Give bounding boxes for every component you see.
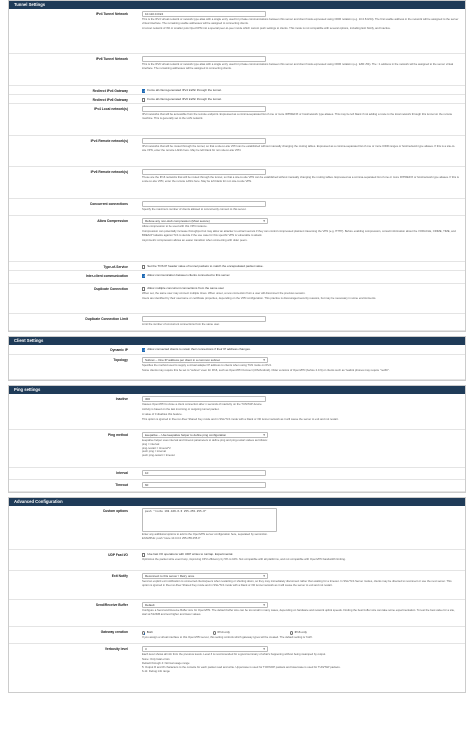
duplicate-row — [9, 284, 465, 314]
help-text: Causes OpenVPN to close a client connection after n seconds of inactivity on the TUN/TAP device. — [142, 402, 263, 406]
help-text: Specify the maximum number of clients allowed to concurrently connect to this server. — [142, 207, 247, 211]
field-label: Type-of-Service — [103, 265, 128, 269]
tos-checkbox[interactable] — [142, 265, 145, 268]
compression-row — [9, 216, 465, 262]
dynamic-ip-checkbox[interactable] — [142, 348, 145, 351]
concurrent-input[interactable] — [142, 201, 266, 207]
panel-title: Advanced Configuration — [9, 498, 465, 506]
inter-client-row — [9, 271, 465, 284]
field-label: Custom options — [102, 509, 128, 513]
topology-row — [9, 355, 465, 380]
checkbox-label: Force all client-generated IPv4 traffic through the tunnel. — [147, 88, 222, 92]
ipv4-local-input[interactable] — [142, 106, 266, 112]
field-label: IPv4 Remote network(s) — [90, 139, 128, 143]
field-label: Redirect IPv6 Gateway — [92, 98, 128, 102]
duplicate-limit-input[interactable] — [142, 316, 266, 322]
ipv6-tunnel-input[interactable] — [142, 56, 266, 62]
inactive-row — [9, 394, 465, 430]
interval-input[interactable]: 10 — [142, 470, 266, 476]
help-line: Default through 4: Normal usage range — [142, 661, 190, 665]
help-text: Enter any additional options to add to the OpenVPN server configuration here, separated by semicolon. — [142, 533, 268, 537]
field-label: Exit Notify — [111, 574, 128, 578]
help-text: Users are identified by their username or certificate properties, depending on the VPN configuration. This practice is discouraged security reasons, but may be necessary in some environments. — [142, 297, 377, 301]
help-text: Activity is based on the last incoming or outgoing tunnel packet. — [142, 407, 220, 411]
field-label: IPv4 Tunnel Network — [95, 12, 128, 16]
checkbox-label: Set the TOS IP header value of tunnel packets to match the encapsulated packet value. — [147, 264, 264, 268]
field-label: Dynamic IP — [110, 348, 128, 352]
checkbox-label: Allow connected clients to retain their connections if their IP address changes. — [147, 347, 251, 351]
field-label: Inactive — [115, 397, 128, 401]
topology-select[interactable]: Subnet -- One IP address per client in a common subnet ▾ — [142, 357, 268, 363]
checkbox-label: Force all client-generated IPv6 traffic through the tunnel. — [147, 97, 222, 101]
redirect-ipv6-row — [9, 95, 465, 104]
help-line: ping = interval — [142, 442, 160, 446]
field-label: Concurrent connections — [89, 202, 128, 206]
redirect-ipv6-checkbox[interactable] — [142, 98, 145, 101]
help-text: Each level shows all info from the previous levels. Level 3 is recommended for a good summary of what's happening without being swamped by output. — [142, 652, 326, 656]
redirect-ipv4-row — [9, 86, 465, 95]
help-text: Compression can potentially increase throughput but may allow an attacker to extract secrets if they can control compressed plaintext traversing the VPN (e.g. HTTP). Before enabling compression, consult information about the VORACLE, CRIME, TIME, and BREACH attacks against TLS to decide if the use case for this specific VPN is vulnerable to attack. — [142, 229, 456, 237]
help-text: This is the IPv6 virtual network or network type alias with a single entry used for private communications between this server and client hosts expressed using CIDR notation (e.g. fe80::/64). The ::1 address in the network will be assigned to the server virtual interface. The remaining addresses will be assigned to connecting clients. — [142, 62, 454, 70]
help-text: Specifies the method used to supply a virtual adapter IP address to clients when using TUN mode on IPv4. — [142, 363, 272, 367]
radio-label: Both — [146, 630, 153, 634]
ping-method-row — [9, 430, 465, 468]
ipv4-local-row — [9, 104, 465, 136]
field-label: Duplicate Connection Limit — [85, 317, 128, 321]
dynamic-ip-row — [9, 345, 465, 355]
ping-settings-panel — [8, 385, 466, 493]
panel-title: Tunnel Settings — [9, 1, 465, 9]
duplicate-checkbox[interactable] — [142, 287, 145, 290]
field-label: Redirect IPv4 Gateway — [92, 89, 128, 93]
verbosity-select[interactable]: 3 ▾ — [142, 646, 268, 652]
field-label: Interval — [116, 471, 128, 475]
panel-title: Client Settings — [9, 337, 465, 345]
field-label: Topology — [113, 358, 128, 362]
help-text: EXAMPLE: push "route 10.0.0.0 255.255.255.0" — [142, 537, 201, 541]
field-label: IPv4 Local network(s) — [94, 107, 128, 111]
ping-method-select[interactable]: keepalive -- Use keepalive helper to define ping configuration ▾ — [142, 432, 268, 438]
field-label: IPv6 Remote network(s) — [90, 170, 128, 174]
help-text: A tunnel network of /30 or smaller puts OpenVPN into a special peer-to-peer mode which cannot push settings to clients. This mode is not compatible with several options, including Exit Notify, and Inactive. — [142, 26, 391, 30]
field-label: Inter-client communication — [85, 274, 128, 278]
help-text: This is the IPv4 virtual network or network type alias with a single entry used for private communications between this server and client hosts expressed using CIDR notation (e.g. 10.0.8.0/24). The first usable address in the network will be assigned to the server virtual interface. The remaining usable addresses will be assigned to connecting clients. — [142, 17, 459, 25]
checkbox-label: Allow communication between clients connected to this server. — [147, 273, 231, 277]
checkbox-label: Use fast I/O operations with UDP writes to tun/tap. Experimental. — [147, 552, 234, 556]
tunnel-settings-panel — [8, 0, 466, 332]
checkbox-label: Allow multiple concurrent connections from the same user — [147, 286, 225, 290]
help-line: push ping = interval — [142, 450, 166, 454]
gateway-row — [9, 627, 465, 644]
field-label: UDP Fast I/O — [108, 553, 128, 557]
help-text: IPv4 networks that will be routed through the tunnel, so that a site-to-site VPN can be established without manually changing the routing tables. Expressed as a comma-separated list of one or more CIDR ranges or host/network type aliases. If this is a site-to-site VPN, enter the remote LAN/s here. May be left blank for non site-to-site VPN. — [142, 144, 456, 152]
help-line: 6-11: Debug info range — [142, 669, 170, 673]
ipv4-remote-input[interactable] — [142, 138, 266, 144]
ipv6-remote-input[interactable] — [142, 169, 266, 175]
ipv4-remote-row — [9, 136, 465, 167]
help-text: Allow compression to be used with this VPN instance. — [142, 224, 208, 228]
field-label: Allow Compression — [97, 219, 128, 223]
help-text: These are the IPv6 networks that will be routed through the tunnel, so that a site-to-site VPN can be established without manually changing the routing tables. Expressed as a comma-separated list of one or more IP/PREFIX or host/network type aliases. If this is a site-to-site VPN, enter the remote LAN/s here. May be left blank for non site-to-site VPN. — [142, 175, 459, 183]
advanced-config-panel — [8, 497, 466, 693]
tos-row — [9, 262, 465, 271]
help-text: Some clients may require this be set to "subnet" even for IPv6, such as OpenVPN Connect (iOS/Android). Older versions of OpenVPN (before 2.0.9) or clients such as Yealink phones may require "net30". — [142, 368, 390, 372]
inter-client-checkbox[interactable] — [142, 274, 145, 277]
help-text: Asymmetric compression allows an easier transition when connecting with older peers. — [142, 239, 248, 243]
help-text: This option is ignored in Peer-to-Peer Shared Key mode and in SSL/TLS mode with a blank or /30 tunnel network as it will cause the server to exit and not restart. — [142, 418, 339, 422]
interval-row — [9, 468, 465, 480]
help-line: 5: Output R and W characters to the console for each packet read and write. Uppercase is used for TCP/UDP packets and lowercase is used for TUN/TAP packets. — [142, 665, 341, 669]
help-text: Send an explicit exit notification to connected clients/peers when restarting or shutting down, so they may immediately disconnect rather than waiting for a timeout. In SSL/TLS Server modes, clients may be directed to reconnect or use the next server. This option is ignored in Peer-to-Peer Shared Key mode and in SSL/TLS mode with a blank or /30 tunnel network as it will cause the server to exit and not restart. — [142, 579, 452, 587]
ipv6-remote-row — [9, 167, 465, 199]
buffer-row — [9, 600, 465, 627]
help-text: keepalive helper uses interval and timeout parameters to define ping and ping-restart values as follows: — [142, 438, 268, 442]
custom-options-textarea[interactable]: push "route 192.168.0.0 255.255.255.0" — [142, 508, 277, 532]
udp-fast-row — [9, 550, 465, 571]
gateway-ipv6-radio[interactable] — [290, 631, 293, 634]
panel-title: Ping settings — [9, 386, 465, 394]
field-label: Send/Receive Buffer — [95, 603, 128, 607]
gateway-both-radio[interactable] — [142, 631, 145, 634]
inactive-input[interactable]: 300 — [142, 396, 266, 402]
custom-options-row — [9, 506, 465, 550]
help-text: IPv4 networks that will be accessible from the remote endpoint. Expressed as a comma-separated list of one or more IP/PREFIX or host/network type aliases. This may be left blank if not adding a route to the local network through this tunnel on the remote machine. This is generally set to the LAN network. — [142, 112, 453, 120]
ipv4-tunnel-row — [9, 9, 465, 54]
udp-fast-checkbox[interactable] — [142, 553, 145, 556]
timeout-row — [9, 480, 465, 492]
help-line: None: Only fatal errors — [142, 657, 170, 661]
exit-notify-row — [9, 571, 465, 600]
help-text: Optimizes the packet write event loop, improving CPU efficiency by 5% to 10%. Not compatible with all platforms, and not compatible with OpenVPN bandwidth limiting. — [142, 558, 346, 562]
help-text: Limit the number of concurrent connections from the same user. — [142, 322, 220, 326]
field-label: Verbosity level — [104, 647, 128, 651]
client-settings-panel — [8, 336, 466, 381]
buffer-select[interactable]: Default ▾ — [142, 602, 268, 608]
field-label: IPv6 Tunnel Network — [95, 57, 128, 61]
help-text: Configure a Send and Receive Buffer size for OpenVPN. The default buffer size can be too small in many cases, depending on hardware and network uplink speeds. Finding the best buffer size can take some experimentation. To test the best value for a site, start at 512KiB and test higher and lower values. — [142, 608, 455, 616]
exit-notify-select[interactable]: Reconnect to this server / Retry once ▾ — [142, 573, 268, 579]
concurrent-row — [9, 199, 465, 216]
help-text: When set, the same user may connect multiple times. When unset, a new connection from a user will disconnect the previous session. — [142, 292, 306, 296]
help-line: push ping-restart = timeout — [142, 454, 175, 458]
radio-label: IPv6 only — [294, 630, 307, 634]
help-line: ping-restart = timeout*2 — [142, 446, 171, 450]
field-label: Timeout — [115, 483, 128, 487]
verbosity-row — [9, 644, 465, 692]
ipv6-tunnel-row — [9, 54, 465, 86]
duplicate-limit-row — [9, 314, 465, 331]
redirect-ipv4-checkbox[interactable] — [142, 89, 145, 92]
field-label: Ping method — [108, 433, 128, 437]
help-text: A value of 0 disables this feature. — [142, 413, 183, 417]
gateway-ipv4-radio[interactable] — [213, 631, 216, 634]
compression-select[interactable]: Refuse any non-stub compression (Most secure) ▾ — [142, 218, 268, 224]
timeout-input[interactable]: 60 — [142, 482, 266, 488]
field-label: Duplicate Connection — [94, 287, 128, 291]
ipv4-tunnel-input[interactable]: 10.110.0.0/24 — [142, 11, 266, 17]
help-text: If you assign a virtual interface to this OpenVPN server, this setting controls which gateway types will be created. The default setting is 'both'. — [142, 636, 313, 640]
field-label: Gateway creation — [100, 630, 128, 634]
radio-label: IPv4 only — [217, 630, 230, 634]
